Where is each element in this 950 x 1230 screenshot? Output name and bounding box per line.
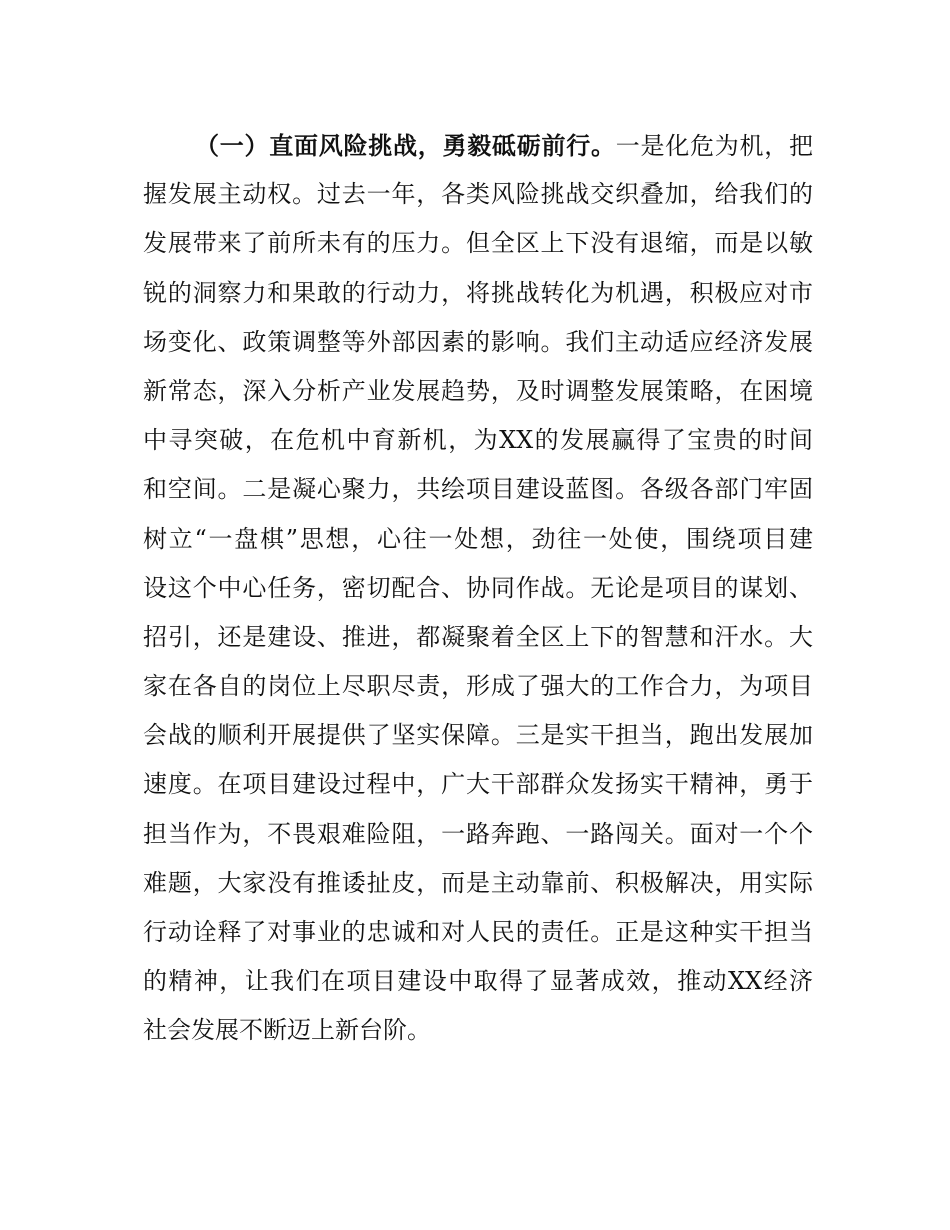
- paragraph-line: 家在各自的岗位上尽职尽责，形成了强大的工作合力，为项目: [143, 672, 813, 701]
- paragraph-line: 的精神，让我们在项目建设中取得了显著成效，推动XX经济: [143, 967, 813, 996]
- section-heading: （一）直面风险挑战，勇毅砥砺前行。: [195, 131, 616, 160]
- paragraph-line: 社会发展不断迈上新台阶。: [143, 1016, 431, 1045]
- line-text: 一是化危为机，把: [615, 132, 813, 160]
- paragraph-line: 速度。在项目建设过程中，广大干部群众发扬实干精神，勇于: [143, 770, 813, 799]
- paragraph-line: 难题，大家没有推诿扯皮，而是主动靠前、积极解决，用实际: [143, 868, 813, 897]
- paragraph-line: 行动诠释了对事业的忠诚和对人民的责任。正是这种实干担当: [143, 918, 813, 946]
- paragraph-line: 中寻突破，在危机中育新机，为XX的发展赢得了宝贵的时间: [143, 426, 813, 455]
- paragraph-line: 担当作为，不畏艰难险阻，一路奔跑、一路闯关。面对一个个: [143, 819, 813, 848]
- paragraph-line: 会战的顺利开展提供了坚实保障。三是实干担当，跑出发展加: [143, 721, 813, 750]
- paragraph-line: [143, 121, 813, 170]
- paragraph-line: 招引，还是建设、推进，都凝聚着全区上下的智慧和汗水。大: [143, 622, 813, 651]
- paragraph-line: 锐的洞察力和果敢的行动力，将挑战转化为机遇，积极应对市: [143, 278, 813, 307]
- paragraph-line: 设这个中心任务，密切配合、协同作战。无论是项目的谋划、: [143, 573, 813, 602]
- paragraph-line: 新常态，深入分析产业发展趋势，及时调整发展策略，在困境: [143, 376, 813, 405]
- paragraph-line: 握发展主动权。过去一年，各类风险挑战交织叠加，给我们的: [143, 180, 813, 209]
- paragraph-line: 发展带来了前所未有的压力。但全区上下没有退缩，而是以敏: [143, 229, 813, 258]
- paragraph-line: 场变化、政策调整等外部因素的影响。我们主动适应经济发展: [143, 327, 813, 356]
- paragraph-line: 和空间。二是凝心聚力，共绘项目建设蓝图。各级各部门牢固: [143, 475, 813, 504]
- body-paragraph: [143, 121, 813, 1056]
- paragraph-line: 树立“一盘棋”思想，心往一处想，劲往一处使，围绕项目建: [143, 524, 813, 553]
